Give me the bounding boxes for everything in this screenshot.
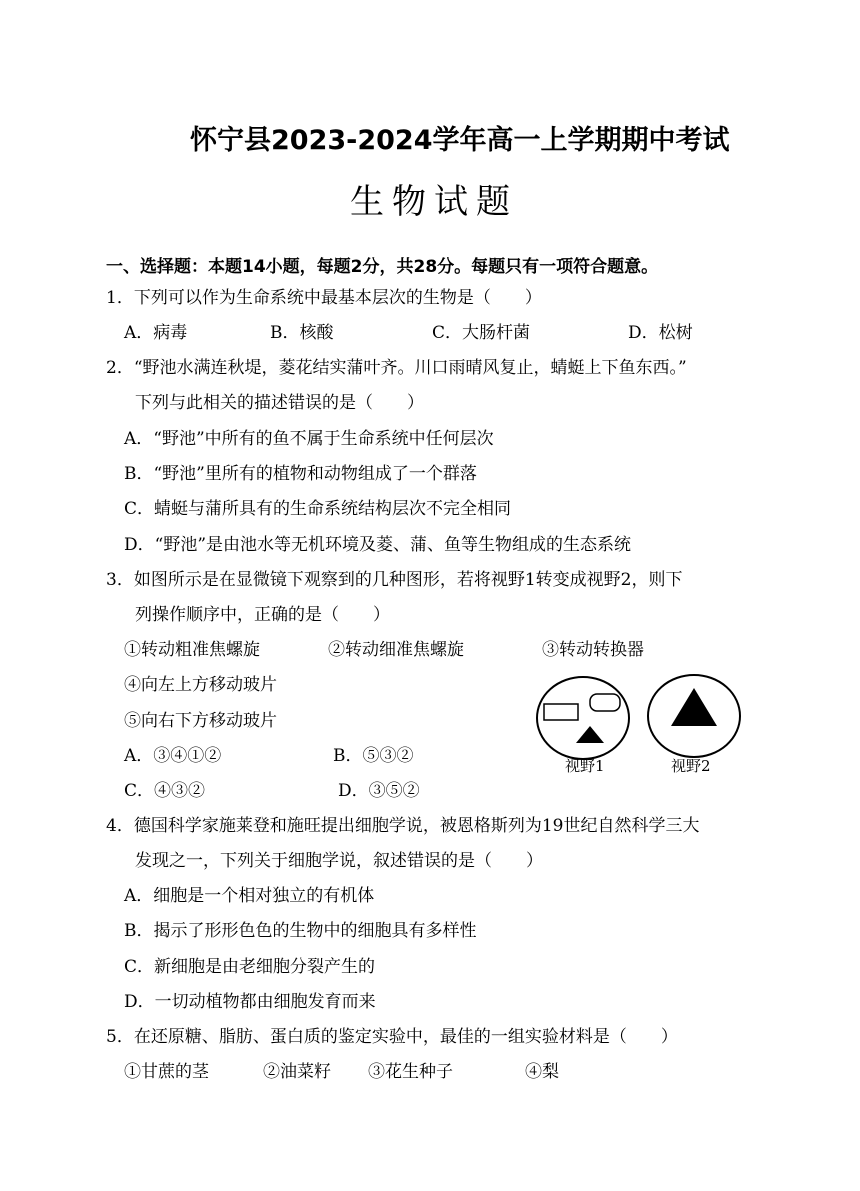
page-title: 怀宁县2023-2024学年高一上学期期中考试 bbox=[190, 125, 730, 156]
question-5-item-3: ③花生种子 bbox=[368, 1062, 453, 1082]
question-3-stem-line2: 列操作顺序中，正确的是（ ） bbox=[135, 605, 390, 625]
question-5-item-2: ②油菜籽 bbox=[263, 1062, 331, 1082]
question-2-stem-line1: 2．“野池水满连秋堤，菱花结实蒲叶齐。川口雨晴风复止，蜻蜓上下鱼东西。” bbox=[106, 358, 687, 378]
question-3-step-4: ④向左上方移动玻片 bbox=[124, 675, 277, 695]
question-3-option-a: A．③④①② bbox=[124, 746, 222, 766]
rounded-rectangle-shape bbox=[590, 694, 620, 711]
question-3-step-2: ②转动细准焦螺旋 bbox=[328, 640, 464, 660]
question-4-option-c: C．新细胞是由老细胞分裂产生的 bbox=[124, 957, 376, 977]
question-1-stem: 1．下列可以作为生命系统中最基本层次的生物是（ ） bbox=[106, 288, 542, 308]
question-2-stem-line2: 下列与此相关的描述错误的是（ ） bbox=[135, 393, 424, 413]
question-3-step-3: ③转动转换器 bbox=[542, 640, 644, 660]
question-1-option-d: D．松树 bbox=[628, 323, 693, 343]
question-4-option-d: D．一切动植物都由细胞发育而来 bbox=[124, 992, 376, 1012]
question-3-option-d: D．③⑤② bbox=[338, 781, 420, 801]
microscope-field-figure bbox=[530, 668, 770, 780]
question-2-option-b: B．“野池”里所有的植物和动物组成了一个群落 bbox=[124, 464, 477, 484]
page-subtitle: 生物试题 bbox=[350, 182, 518, 222]
question-3-step-1: ①转动粗准焦螺旋 bbox=[124, 640, 260, 660]
question-5-item-4: ④梨 bbox=[525, 1062, 559, 1082]
question-4-option-b: B．揭示了形形色色的生物中的细胞具有多样性 bbox=[124, 921, 477, 941]
question-3-option-b: B．⑤③② bbox=[333, 746, 414, 766]
question-5-item-1: ①甘蔗的茎 bbox=[124, 1062, 209, 1082]
question-3-step-5: ⑤向右下方移动玻片 bbox=[124, 711, 277, 731]
question-3-option-c: C．④③② bbox=[124, 781, 206, 801]
question-4-stem-line1: 4．德国科学家施莱登和施旺提出细胞学说，被恩格斯列为19世纪自然科学三大 bbox=[106, 816, 700, 836]
question-1-option-a: A．病毒 bbox=[124, 323, 188, 343]
small-triangle-shape bbox=[576, 726, 604, 743]
large-triangle-shape bbox=[671, 688, 717, 726]
question-4-option-a: A．细胞是一个相对独立的有机体 bbox=[124, 886, 375, 906]
question-2-option-a: A．“野池”中所有的鱼不属于生命系统中任何层次 bbox=[124, 429, 494, 449]
question-1-option-c: C．大肠杆菌 bbox=[432, 323, 531, 343]
field-of-view-1 bbox=[537, 677, 629, 759]
field-of-view-2-label: 视野2 bbox=[671, 757, 711, 775]
question-2-option-c: C．蜻蜓与蒲所具有的生命系统结构层次不完全相同 bbox=[124, 499, 512, 519]
question-5-stem: 5．在还原糖、脂肪、蛋白质的鉴定实验中，最佳的一组实验材料是（ ） bbox=[106, 1027, 678, 1047]
question-2-option-d: D．“野池”是由池水等无机环境及菱、蒲、鱼等生物组成的生态系统 bbox=[124, 535, 632, 555]
question-4-stem-line2: 发现之一，下列关于细胞学说，叙述错误的是（ ） bbox=[135, 851, 543, 871]
field-of-view-1-label: 视野1 bbox=[565, 757, 605, 775]
rectangle-shape bbox=[544, 704, 578, 720]
section-heading: 一、选择题：本题14小题，每题2分，共28分。每题只有一项符合题意。 bbox=[106, 257, 659, 277]
question-3-stem-line1: 3．如图所示是在显微镜下观察到的几种图形，若将视野1转变成视野2，则下 bbox=[106, 570, 683, 590]
question-1-option-b: B．核酸 bbox=[270, 323, 334, 343]
